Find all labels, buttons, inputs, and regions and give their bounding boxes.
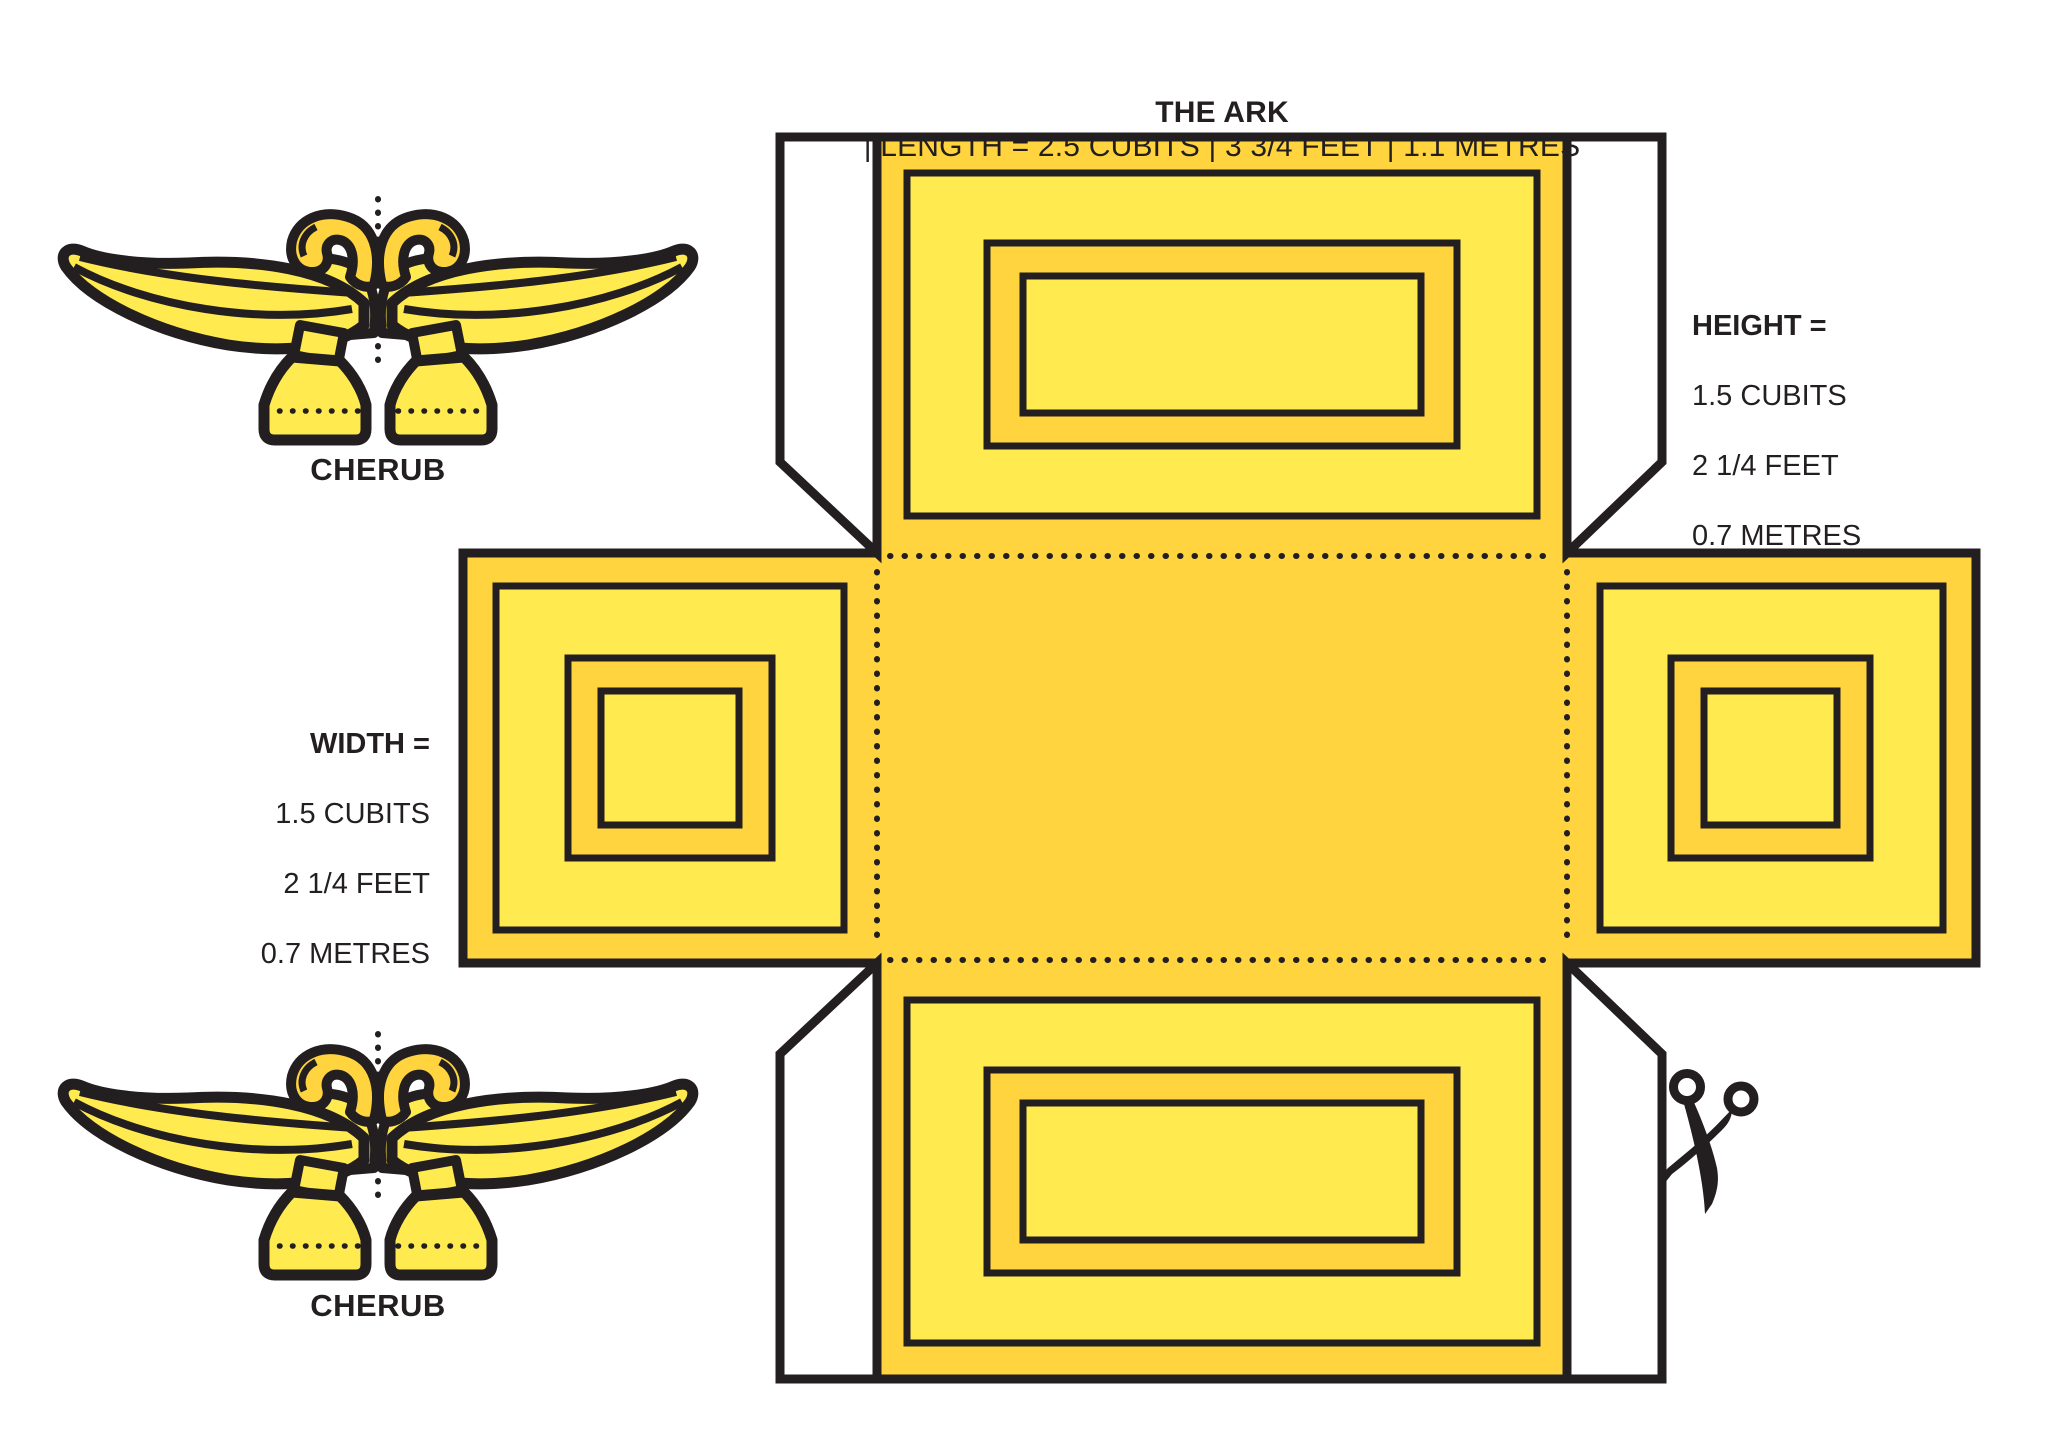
flap-bottom-left [780,963,877,1379]
page-title-name: THE ARK [1155,96,1289,129]
height-cubits: 1.5 CUBITS [1692,380,1847,412]
width-metres: 0.7 METRES [260,938,430,970]
bottom-panel-decoration [907,1000,1537,1343]
page-title-specs: | LENGTH = 2.5 CUBITS | 3 3/4 FEET | 1.1 METRES [863,130,1581,163]
width-cubits: 1.5 CUBITS [275,798,430,830]
height-heading: HEIGHT = [1692,310,1827,342]
flap-top-left [780,137,877,553]
page-title [564,62,1880,164]
cherub-label-top: CHERUB [310,452,446,487]
width-measurement-label [150,692,430,1007]
width-feet: 2 1/4 FEET [283,868,430,900]
height-metres: 0.7 METRES [1692,520,1862,552]
flap-top-right [1567,137,1662,553]
left-panel-decoration [496,586,844,930]
flap-bottom-right [1567,963,1662,1379]
top-panel-decoration [907,173,1537,516]
width-heading: WIDTH = [309,728,430,760]
cherub-label-bottom: CHERUB [310,1288,446,1323]
right-panel-decoration [1600,586,1943,930]
height-measurement-label [1692,274,1861,589]
height-feet: 2 1/4 FEET [1692,450,1839,482]
cherub-figure-top [63,199,693,440]
scissors-icon [1663,1074,1754,1215]
cherub-figure-bottom [63,1034,693,1275]
